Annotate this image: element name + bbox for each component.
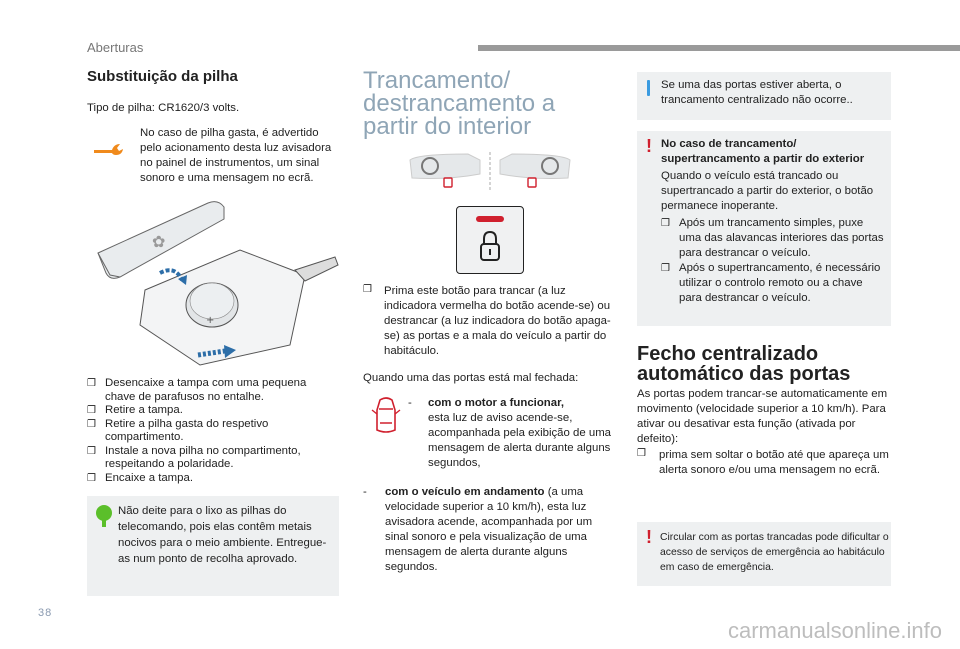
svg-text:+: + <box>206 315 215 326</box>
warning-body: Quando o veículo está trancado ou supertrancado a partir do exterior, o botão permanece inoperante. <box>661 170 874 212</box>
info-icon <box>647 80 650 96</box>
engine-running-item: - com o motor a funcionar, esta luz de aviso acende-se, acompanhada pela exibição de uma mensagem de alerta durante alguns segundos, <box>408 397 612 469</box>
auto-lock-body: As portas podem trancar-se automaticamente em movimento (velocidade superior a 10 km/h). Para ativar ou desativar esta função (ativada por defeito): <box>637 388 888 445</box>
info-note: Se uma das portas estiver aberta, o trancamento centralizado não ocorre.. <box>661 79 853 106</box>
header-bar <box>478 45 960 51</box>
battery-section-title: Substituição da pilha <box>87 68 238 85</box>
door-open-warning-icon <box>371 396 401 436</box>
list-item: ❒ Desencaixe a tampa com uma pequena chave de parafusos no entalhe. <box>87 377 307 403</box>
lock-section-title: Trancamento/ destrancamento a partir do interior <box>363 67 556 140</box>
warning-title: No caso de trancamento/ supertrancamento a partir do exterior <box>661 138 865 165</box>
section-label: Aberturas <box>87 40 144 55</box>
auto-lock-instruction: ❒ prima sem soltar o botão até que apareça um alerta sonoro e/ou uma mensagem no ecrã. <box>637 448 889 476</box>
battery-type-text: Tipo de pilha: CR1620/3 volts. <box>87 102 240 114</box>
list-item: ❒ Após o supertrancamento, é necessário utilizar o controlo remoto ou a chave para destrancar o veículo. <box>661 262 881 304</box>
low-battery-note: No caso de pilha gasta, é advertido pelo acionamento desta luz avisadora no painel de instrumentos, um sinal sonoro e uma mensagem no ecrã. <box>140 127 332 184</box>
press-button-instruction: ❒ Prima este botão para trancar (a luz indicadora vermelha do botão acende-se) ou destrancar (a luz indicadora do botão apaga-se) as portas e a mala do veículo a partir do habitáculo. <box>363 284 611 357</box>
list-item: ❒ Após um trancamento simples, puxe uma das alavancas interiores das portas para destrancar o veículo. <box>661 217 884 259</box>
lock-indicator-light <box>476 216 504 222</box>
emergency-warning-text: Circular com as portas trancadas pode dificultar o acesso de serviços de emergência ao habitáculo em caso de emergência. <box>660 532 889 573</box>
tree-icon <box>93 504 115 528</box>
svg-text:✿: ✿ <box>152 232 166 251</box>
list-item: ❒ Retire a tampa. <box>87 404 183 416</box>
watermark: carmanualsonline.info <box>727 618 942 643</box>
warning-icon: ! <box>646 136 652 156</box>
dashboard-illustration <box>408 150 572 192</box>
vehicle-moving-item: - com o veículo em andamento (a uma velocidade superior a 10 km/h), esta luz avisadora acende, acompanhada por um sinal sonoro e pela visualização de uma mensagem de alerta durante alguns segundos. <box>363 486 593 573</box>
padlock-icon <box>478 230 502 262</box>
battery-steps-list <box>87 377 337 485</box>
key-fob-illustration <box>90 195 340 370</box>
page-number: 38 <box>38 607 53 619</box>
list-item: ❒ Retire a pilha gasta do respetivo compartimento. <box>87 417 269 443</box>
list-item: ❒ Encaixe a tampa. <box>87 471 194 484</box>
warning-icon: ! <box>646 527 652 547</box>
door-open-intro: Quando uma das portas está mal fechada: <box>363 372 579 384</box>
warning-bullets <box>661 216 887 306</box>
auto-lock-section-title: Fecho centralizado automático das portas <box>637 343 851 385</box>
central-lock-button[interactable] <box>456 206 524 274</box>
wrench-icon <box>92 140 126 158</box>
eco-note: Não deite para o lixo as pilhas do telecomando, pois elas contêm metais nocivos para o meio ambiente. Entregue-as num ponto de recolha aprovado. <box>118 505 327 565</box>
list-item: ❒ Instale a nova pilha no compartimento, respeitando a polaridade. <box>87 444 301 470</box>
